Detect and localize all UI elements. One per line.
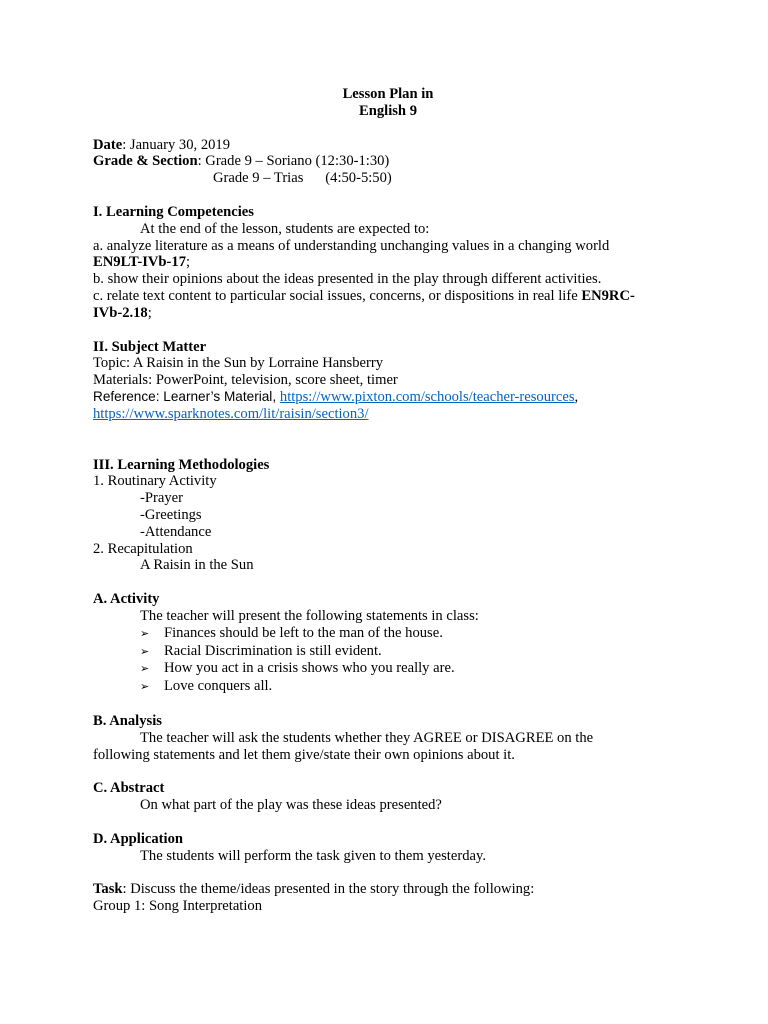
list-item: ➢ Racial Discrimination is still evident. [140,642,382,659]
reference-link-sparknotes[interactable]: https://www.sparknotes.com/lit/raisin/section3/ [93,405,369,422]
arrow-bullet-icon: ➢ [140,681,150,694]
list-item: ➢ Love conquers all. [140,678,273,695]
analysis-line-1: The teacher will ask the students whether they AGREE or DISAGREE on the [140,729,594,746]
task-group-1: Group 1: Song Interpretation [93,898,263,915]
competency-c: c. relate text content to particular social issues, concerns, or dispositions in real life EN9RC- [93,287,635,304]
analysis-heading: B. Analysis [93,712,162,729]
method-item-2-sub: A Raisin in the Sun [140,557,254,574]
method-item-2: 2. Recapitulation [93,540,193,557]
arrow-bullet-icon: ➢ [140,645,150,658]
date-label: Date [93,136,123,153]
task-label: Task [93,881,123,898]
method-sub-prayer: -Prayer [140,490,183,507]
list-item: ➢ How you act in a crisis shows who you really are. [140,660,455,677]
competencies-intro: At the end of the lesson, students are expected to: [140,220,430,237]
method-sub-attendance: -Attendance [140,523,212,540]
competencies-heading: I. Learning Competencies [93,203,254,220]
methodologies-heading: III. Learning Methodologies [93,456,270,473]
list-item: ➢ Finances should be left to the man of the house. [140,624,443,641]
analysis-line-2: following statements and let them give/state their own opinions about it. [93,746,515,763]
method-sub-greetings: -Greetings [140,506,202,523]
subject-reference: Reference: Learner’s Material, https://www.pixton.com/schools/teacher-resources, [93,388,579,405]
application-heading: D. Application [93,830,184,847]
activity-intro: The teacher will present the following statements in class: [140,607,479,624]
abstract-text: On what part of the play was these ideas presented? [140,797,442,814]
task-line: Task: Discuss the theme/ideas presented in the story through the following: [93,881,535,898]
grade-label: Grade & Section [93,153,198,170]
subject-materials: Materials: PowerPoint, television, score sheet, timer [93,372,398,389]
arrow-bullet-icon: ➢ [140,663,150,676]
grade-line-2: Grade 9 – Trias (4:50-5:50) [213,170,392,187]
competency-a-code: EN9LT-IVb-17; [93,254,191,271]
date-value: : January 30, 2019 [122,136,231,153]
abstract-heading: C. Abstract [93,780,165,797]
activity-heading: A. Activity [93,591,160,608]
competency-a: a. analyze literature as a means of understanding unchanging values in a changing world [93,237,610,254]
method-item-1: 1. Routinary Activity [93,473,217,490]
subject-topic: Topic: A Raisin in the Sun by Lorraine Hansberry [93,355,383,372]
application-text: The students will perform the task given to them yesterday. [140,847,486,864]
date-line [93,137,683,154]
title-line-1: Lesson Plan in [342,86,434,102]
subject-reference-2 [93,406,683,423]
document-page [93,86,683,915]
subject-heading: II. Subject Matter [93,338,207,355]
competency-c-code: IVb-2.18; [93,304,152,321]
title-line-2: English 9 [359,102,417,119]
reference-link-pixton[interactable]: https://www.pixton.com/schools/teacher-resources [279,388,575,405]
grade-line-1: Grade & Section: Grade 9 – Soriano (12:30-1:30) [93,153,390,170]
competency-b: b. show their opinions about the ideas presented in the play through different activities. [93,271,602,288]
arrow-bullet-icon: ➢ [140,627,150,640]
